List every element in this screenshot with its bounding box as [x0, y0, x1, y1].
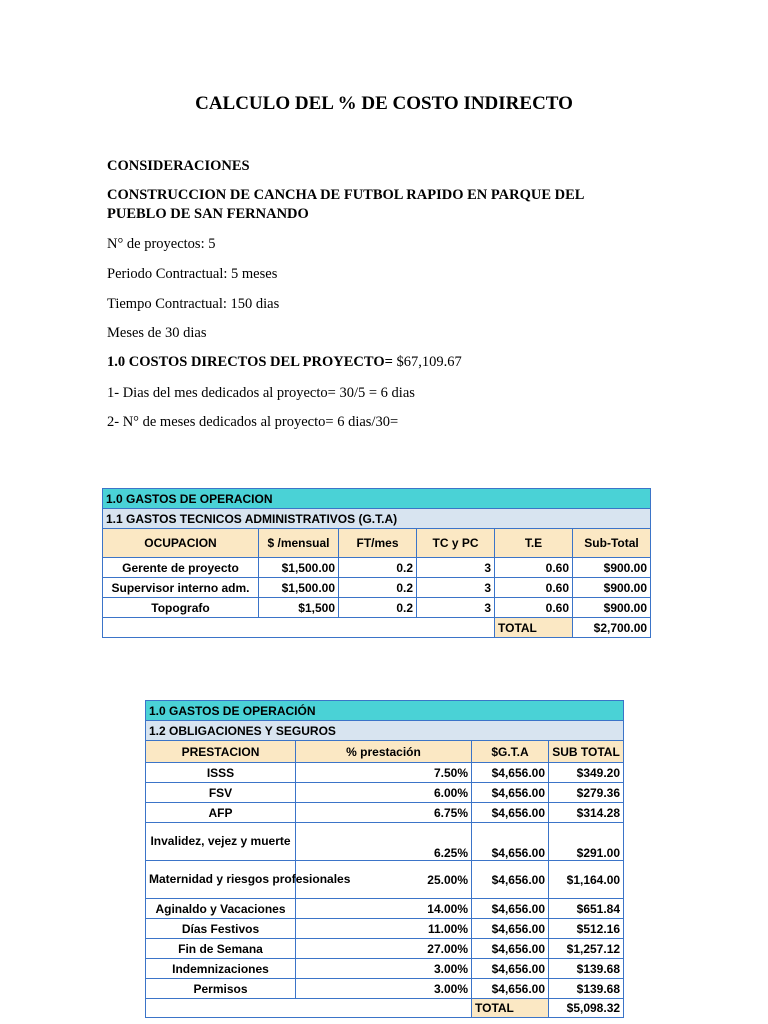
- cell-ocupacion: Gerente de proyecto: [103, 558, 259, 578]
- project-name: CONSTRUCCION DE CANCHA DE FUTBOL RAPIDO EN PARQUE DEL PUEBLO DE SAN FERNANDO: [107, 187, 584, 222]
- cell-porcentaje: 6.00%: [296, 783, 472, 803]
- cell-porcentaje: 6.75%: [296, 803, 472, 823]
- cell-porcentaje: 3.00%: [296, 979, 472, 999]
- cell-subtotal: $139.68: [549, 959, 624, 979]
- table1-total-label: TOTAL: [495, 618, 573, 638]
- table1-header-subtotal: Sub-Total: [573, 529, 651, 558]
- month-days: Meses de 30 dias: [107, 325, 207, 341]
- contract-time: Tiempo Contractual: 150 dias: [107, 296, 280, 312]
- cell-te: 0.60: [495, 578, 573, 598]
- cell-subtotal: $349.20: [549, 763, 624, 783]
- cell-ftmes: 0.2: [339, 558, 417, 578]
- table1-section: 1.0 GASTOS DE OPERACION: [103, 489, 651, 509]
- table2-section: 1.0 GASTOS DE OPERACIÓN: [146, 701, 624, 721]
- cell-te: 0.60: [495, 558, 573, 578]
- cell-ocupacion: Supervisor interno adm.: [103, 578, 259, 598]
- direct-costs-label: 1.0 COSTOS DIRECTOS DEL PROYECTO=: [107, 354, 393, 370]
- cell-ftmes: 0.2: [339, 578, 417, 598]
- table2-total-value: $5,098.32: [549, 999, 624, 1018]
- cell-mensual: $1,500: [259, 598, 339, 618]
- cell-porcentaje: 7.50%: [296, 763, 472, 783]
- table1-header-tcpc: TC y PC: [417, 529, 495, 558]
- cell-tcpc: 3: [417, 578, 495, 598]
- step-2: 2- N° de meses dedicados al proyecto= 6 dias/30=: [107, 414, 399, 430]
- cell-gta: $4,656.00: [472, 959, 549, 979]
- cell-subtotal: $139.68: [549, 979, 624, 999]
- cell-subtotal: $1,164.00: [549, 861, 624, 899]
- table1-header-mensual: $ /mensual: [259, 529, 339, 558]
- table2-header-porcentaje: % prestación: [296, 741, 472, 763]
- cell-gta: $4,656.00: [472, 783, 549, 803]
- cell-porcentaje: 11.00%: [296, 919, 472, 939]
- cell-gta: $4,656.00: [472, 919, 549, 939]
- cell-prestacion: ISSS: [146, 763, 296, 783]
- table-row: [146, 959, 624, 979]
- table1-header-te: T.E: [495, 529, 573, 558]
- projects-count: N° de proyectos: 5: [107, 236, 216, 252]
- table2-header-gta: $G.T.A: [472, 741, 549, 763]
- cell-subtotal: $900.00: [573, 598, 651, 618]
- table-row: [103, 558, 651, 578]
- table1-subsection: 1.1 GASTOS TECNICOS ADMINISTRATIVOS (G.T.A): [103, 509, 651, 529]
- table2-total-blank: [146, 999, 472, 1018]
- direct-costs: [107, 353, 627, 372]
- cell-subtotal: $279.36: [549, 783, 624, 803]
- cell-subtotal: $512.16: [549, 919, 624, 939]
- table2-total-label: TOTAL: [472, 999, 549, 1018]
- table1-total-value: $2,700.00: [573, 618, 651, 638]
- cell-gta: $4,656.00: [472, 763, 549, 783]
- cell-tcpc: 3: [417, 598, 495, 618]
- table-row: [103, 598, 651, 618]
- cell-prestacion: AFP: [146, 803, 296, 823]
- cell-porcentaje: 25.00%: [296, 861, 472, 899]
- table-row: [146, 899, 624, 919]
- cell-subtotal: $900.00: [573, 578, 651, 598]
- table-row: [146, 803, 624, 823]
- table-row: [146, 783, 624, 803]
- cell-subtotal: $314.28: [549, 803, 624, 823]
- cell-prestacion: Maternidad y riesgos profesionales: [146, 861, 296, 899]
- table-row: [146, 861, 624, 899]
- cell-prestacion: Indemnizaciones: [146, 959, 296, 979]
- cell-subtotal: $900.00: [573, 558, 651, 578]
- cell-prestacion: FSV: [146, 783, 296, 803]
- cell-gta: $4,656.00: [472, 979, 549, 999]
- table-row: [146, 939, 624, 959]
- table2-subsection: 1.2 OBLIGACIONES Y SEGUROS: [146, 721, 624, 741]
- cell-te: 0.60: [495, 598, 573, 618]
- cell-gta: $4,656.00: [472, 823, 549, 861]
- technical-admin-expenses-table: [102, 488, 651, 638]
- contract-period: Periodo Contractual: 5 meses: [107, 266, 278, 282]
- step-1: 1- Dias del mes dedicados al proyecto= 30/5 = 6 dias: [107, 385, 415, 401]
- table1-header-ftmes: FT/mes: [339, 529, 417, 558]
- table2-header-prestacion: PRESTACION: [146, 741, 296, 763]
- table2-total-row: [146, 999, 624, 1018]
- cell-prestacion: Permisos: [146, 979, 296, 999]
- cell-prestacion: Fin de Semana: [146, 939, 296, 959]
- cell-ocupacion: Topografo: [103, 598, 259, 618]
- cell-porcentaje: 6.25%: [296, 823, 472, 861]
- cell-porcentaje: 27.00%: [296, 939, 472, 959]
- cell-prestacion: Invalidez, vejez y muerte: [146, 823, 296, 861]
- cell-subtotal: $651.84: [549, 899, 624, 919]
- cell-ftmes: 0.2: [339, 598, 417, 618]
- table-row: [146, 763, 624, 783]
- table-row: [146, 823, 624, 861]
- cell-porcentaje: 14.00%: [296, 899, 472, 919]
- cell-prestacion: Aginaldo y Vacaciones: [146, 899, 296, 919]
- cell-gta: $4,656.00: [472, 861, 549, 899]
- cell-subtotal: $1,257.12: [549, 939, 624, 959]
- direct-costs-value: $67,109.67: [392, 354, 462, 370]
- cell-gta: $4,656.00: [472, 939, 549, 959]
- cell-gta: $4,656.00: [472, 803, 549, 823]
- page-title: CALCULO DEL % DE COSTO INDIRECTO: [195, 93, 573, 114]
- table2-header-subtotal: SUB TOTAL: [549, 741, 624, 763]
- cell-gta: $4,656.00: [472, 899, 549, 919]
- obligations-insurance-table: [145, 700, 624, 1018]
- table1-total-row: [103, 618, 651, 638]
- cell-prestacion: Días Festivos: [146, 919, 296, 939]
- table-row: [146, 919, 624, 939]
- table-row: [103, 578, 651, 598]
- cell-mensual: $1,500.00: [259, 578, 339, 598]
- table1-total-blank: [103, 618, 495, 638]
- table-row: [146, 979, 624, 999]
- table1-header-ocupacion: OCUPACION: [103, 529, 259, 558]
- cell-porcentaje: 3.00%: [296, 959, 472, 979]
- cell-subtotal: $291.00: [549, 823, 624, 861]
- considerations-heading: CONSIDERACIONES: [107, 158, 250, 174]
- cell-tcpc: 3: [417, 558, 495, 578]
- cell-mensual: $1,500.00: [259, 558, 339, 578]
